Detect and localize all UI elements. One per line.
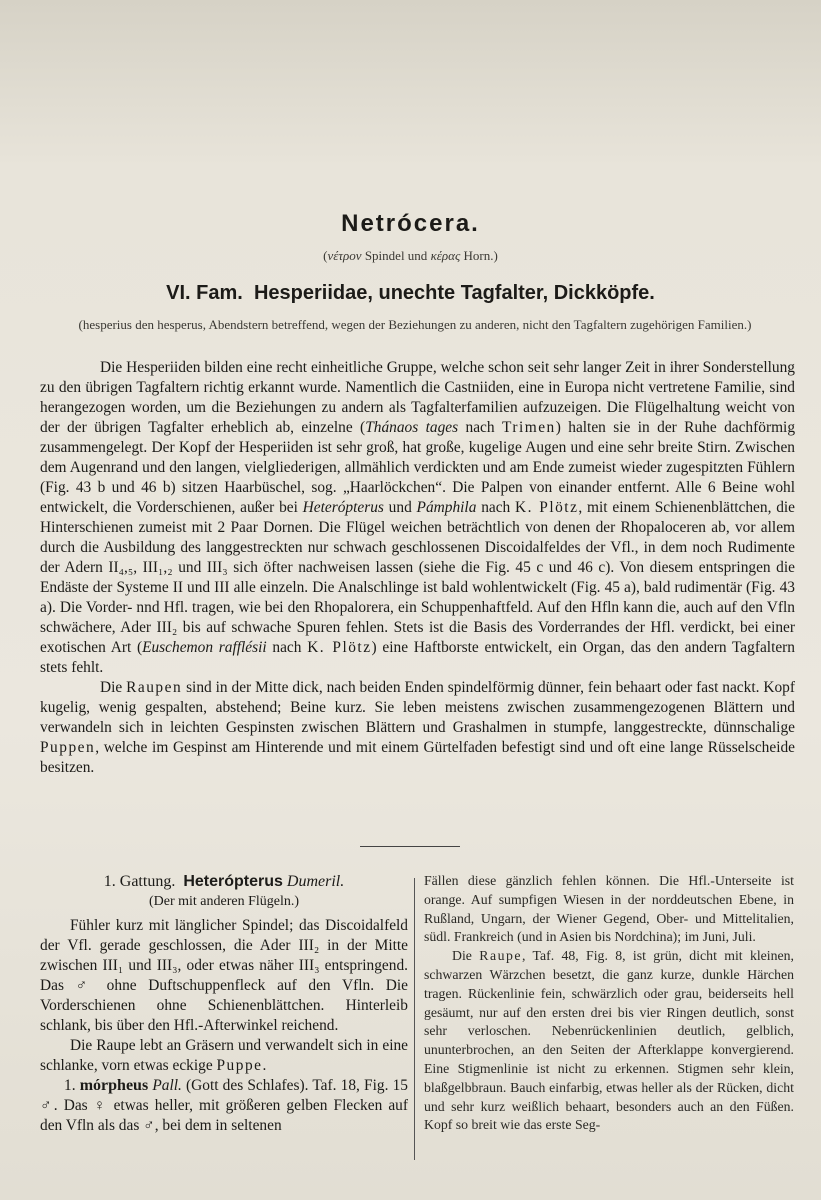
species-author: Pall. (152, 1077, 182, 1094)
family-label: VI. Fam. (166, 282, 243, 304)
family-name: Hesperiidae, unechte Tagfalter, Dickköpfe. (253, 282, 655, 304)
section-rule (360, 846, 460, 847)
genus-name: Heterópterus (183, 873, 283, 890)
etymology-text-1: Spindel und (361, 248, 431, 263)
left-column (40, 872, 408, 1136)
intro-paragraph-1: Die Hesperiiden bilden eine recht einheitliche Gruppe, welche schon seit sehr langer Zeit in ihrer Sonderstellung zu den übrigen Tagfaltern richtig erkannt wurde. Namentlich die Castniiden, eine in Europa nicht vertretene Familie, sind herangezogen worden, um die Beziehungen zu andern als Tagfalterfamilien aufzuzeigen. Die Flügelhaltung weicht von der der übrigen Tagfalter erheblich ab, einzelne (Thánaos tages nach Trimen) halten sie in der Ruhe dachförmig zusammengelegt. Der Kopf der Hesperiiden ist sehr groß, hat große, kugelige Augen und eine sehr breite Stirn. Zwischen dem Augenrand und den langen, vielgliederigen, allmählich verdickten und am Ende zumeist wieder zugespitzten Fühlern (Fig. 43 b und 46 b) sitzen Haarbüschel, sog. „Haarlöckchen“. Die Palpen von einander entfernt. Alle 6 Beine wohl entwickelt, die Vorderschienen, außer bei Heterópterus und Pámphila nach K. Plötz, mit einem Schienenblättchen, die Hinterschienen zumeist mit 2 Paar Dornen. Die Flügel weichen beträchtlich von denen der Rhopaloceren ab, vor allem durch die Ausbildung des langgestreckten nur schwach geschlossenen Discoidalfeldes der Vfl., in dem noch Rudimente der Adern II₄,₅, III₁,₂ und III₃ sich öfter nachweisen lassen (siehe die Fig. 45 c und 46 c). Von diesem entspringen die Endäste der Systeme II und III alle einzeln. Die Analschlinge ist bald wohlentwickelt (Fig. 45 a), bald rudimentär (Fig. 43 a). Die Vorder- nnd Hfl. tragen, wie bei den Rhopalorera, ein Schuppenhaftfeld. Auf den Hfln kann die, auch auf den Vfln schwächere, Ader III₂ bis auf schwache Spuren fehlen. Stets ist die Basis des Vorderrandes der Hfl. verdickt, bei einer exotischen Art (Euschemon rafflésii nach K. Plötz) eine Haftborste entwickelt, ein Organ, das den andern Tagfaltern stets fehlt. (40, 359, 796, 676)
family-heading (0, 282, 821, 305)
etymology-open: ( (323, 248, 328, 263)
right-column (424, 872, 794, 1135)
species-larva: Die Raupe, Taf. 48, Fig. 8, ist grün, dicht mit kleinen, schwarzen Wärzchen besetzt, die ganz kurze, dunkle Härchen tragen. Rückenlinie fein, schwärzlich oder grau, beiderseits hell gesäumt, nur auf den ersten drei bis vier Ringen deutlich, sonst sehr verloschen. Nebenrückenlinien deutlich, gelblich, ununterbrochen, an den Seiten der Afterklappe konvergierend. Eine Stigmenlinie ist nicht zu erkennen. Stigmen sehr klein, blaßgelbbraun. Bauch einfarbig, etwas heller als der Rücken, dicht und sehr kurz weißlich behaart, besonders auch an den Füßen. Kopf so breit wie das erste Seg- (424, 948, 795, 1133)
page-title: Netrócera. (341, 210, 480, 237)
column-divider (414, 878, 415, 1160)
family-etymology: (hesperius den hesperus, Abendstern betreffend, wegen der Beziehungen zu anderen, nicht den Tagfaltern zugehörigen Familien.) (78, 317, 752, 332)
etymology-text-2: Horn.) (460, 248, 498, 263)
species-distribution: Fällen diese gänzlich fehlen können. Die Hfl.-Unterseite ist orange. Auf sumpfigen Wiesen in der norddeutschen Ebene, in Rußland, Ungarn, der Wiener Gegend, Ober- und Mittelitalien, südl. Frankreich (und in Asien bis Nordchina); im Juni, Juli. (424, 873, 794, 945)
genus-larva: Die Raupe lebt an Gräsern und verwandelt sich in eine schlanke, vorn etwas eckige Puppe. (40, 1037, 408, 1074)
species-entry: 1. mórpheus Pall. (Gott des Schlafes). Taf. 18, Fig. 15 ♂. Das ♀ etwas heller, mit größeren gelben Flecken auf den Vfln als das ♂, bei dem in seltenen (40, 1077, 408, 1134)
etymology-greek-1: νέτρον (327, 248, 362, 263)
genus-heading (40, 872, 408, 892)
genus-etymology: (Der mit anderen Flügeln.) (148, 894, 300, 909)
species-name: mórpheus (79, 1077, 149, 1094)
genus-author: Dumeril. (286, 873, 345, 890)
intro-paragraph-2: Die Raupen sind in der Mitte dick, nach beiden Enden spindelförmig dünner, fein behaart oder fast nackt. Kopf kugelig, wenig gespalten, abstehend; Beine kurz. Sie leben meistens zwischen zusammengezogenen Blättern und verwandeln sich in leichten Gespinsten zwischen Blättern und Grashalmen in stumpfe, langgestreckte, dünnschalige Puppen, welche im Gespinst am Hinterende und mit einem Gürtelfaden befestigt sind und oft eine lange Rüsselscheide besitzen. (40, 679, 795, 776)
title-etymology (0, 248, 821, 264)
genus-description: Fühler kurz mit länglicher Spindel; das Discoidalfeld der Vfl. gerade geschlossen, die Ader III₂ in der Mitte zwischen III₁ und III₃, oder etwas näher III₃ entspringend. Das ♂ ohne Duftschuppenfleck auf den Vfln. Die Vorderschienen ohne Schienenblättchen. Hinterleib schlank, bis über den Hfl.-Afterwinkel reichend. (40, 917, 408, 1034)
etymology-greek-2: κέρας (430, 248, 461, 263)
intro-text (40, 358, 795, 778)
genus-number: 1. Gattung. (103, 873, 176, 890)
